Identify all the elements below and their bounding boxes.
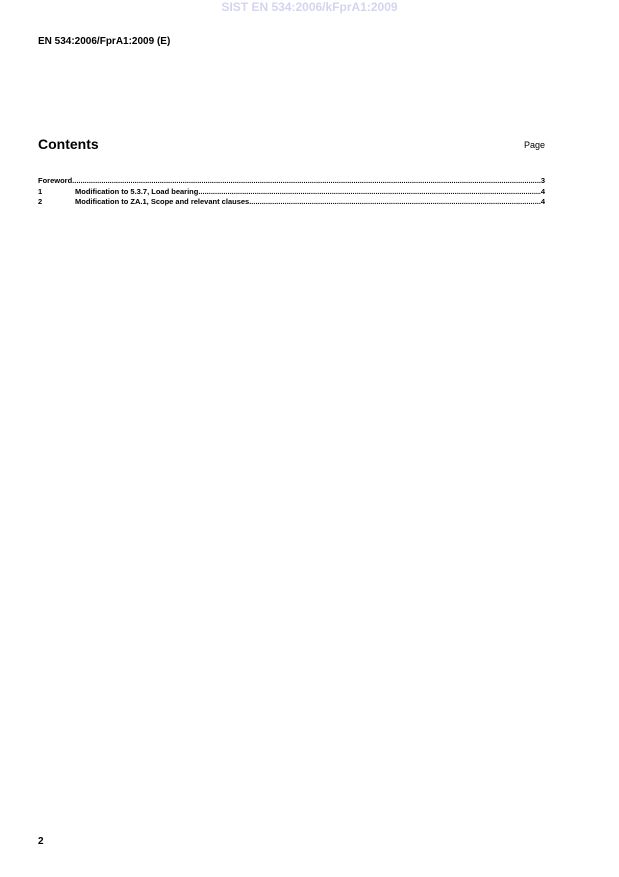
leader-dots bbox=[249, 197, 541, 208]
toc-number: 1 bbox=[38, 186, 43, 196]
watermark: SIST EN 534:2006/kFprA1:2009 bbox=[221, 0, 398, 14]
toc-title: Modification to ZA.1, Scope and relevant clauses bbox=[75, 197, 250, 206]
leader-dots bbox=[198, 187, 540, 198]
contents-title: Contents bbox=[38, 136, 99, 152]
toc-page: 4 bbox=[540, 197, 545, 206]
toc-entry-1[interactable] bbox=[38, 187, 545, 198]
toc-page: 4 bbox=[540, 186, 545, 196]
page-number: 2 bbox=[38, 836, 44, 847]
toc-number: 2 bbox=[38, 197, 43, 206]
page-column-label: Page bbox=[523, 140, 545, 150]
toc-page: 3 bbox=[540, 176, 545, 185]
toc-title: Foreword bbox=[38, 176, 73, 185]
table-of-contents bbox=[38, 176, 545, 208]
toc-entry-foreword[interactable] bbox=[38, 176, 545, 187]
toc-entry-2[interactable] bbox=[38, 197, 545, 208]
document-header: EN 534:2006/FprA1:2009 (E) bbox=[38, 36, 171, 47]
leader-dots bbox=[72, 176, 541, 187]
toc-title: Modification to 5.3.7, Load bearing bbox=[75, 186, 199, 196]
